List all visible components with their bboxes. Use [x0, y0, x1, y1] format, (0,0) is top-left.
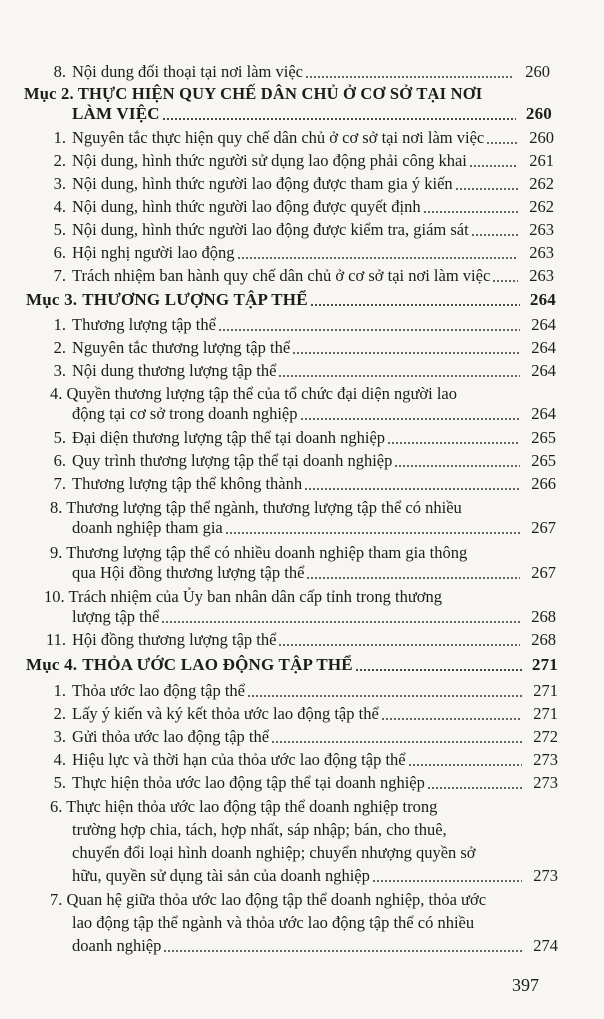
entry-number: 6. — [53, 243, 66, 262]
entry-page: 264 — [531, 404, 556, 423]
entry-page: 260 — [525, 104, 552, 123]
entry-title: Hội đồng thương lượng tập thể — [72, 630, 277, 649]
entry-number: 1. — [53, 315, 66, 334]
section-heading-line1 — [24, 84, 482, 104]
entry-title: Thương lượng tập thể ngành, thương lượng tập thể có nhiều — [66, 498, 462, 517]
toc-entry — [0, 936, 604, 956]
toc-entry — [0, 750, 604, 770]
section-title: THỰC HIỆN QUY CHẾ DÂN CHỦ Ở CƠ SỞ TẠI NƠI — [77, 84, 483, 103]
entry-number: 2. — [53, 151, 66, 170]
toc-entry — [0, 315, 604, 335]
entry-page: 268 — [531, 630, 556, 649]
toc-entry-line1 — [50, 797, 437, 817]
dot-leader — [247, 695, 522, 697]
section-title-cont: LÀM VIỆC — [72, 104, 160, 123]
toc-entry-line2 — [72, 820, 447, 840]
entry-title: Thực hiện thỏa ước lao động tập thể tại doanh nghiệp — [72, 773, 425, 792]
dot-leader — [304, 488, 520, 490]
page-number: 397 — [512, 975, 539, 995]
entry-title: Thương lượng tập thể — [72, 315, 216, 334]
dot-leader — [271, 741, 522, 743]
entry-number: 4. — [53, 197, 66, 216]
toc-entry — [0, 128, 604, 148]
dot-leader — [486, 142, 518, 144]
entry-page: 273 — [533, 773, 558, 792]
toc-entry — [0, 338, 604, 358]
dot-leader — [423, 211, 518, 213]
dot-leader — [427, 787, 522, 789]
dot-leader — [469, 165, 518, 167]
entry-page: 267 — [531, 563, 556, 582]
toc-entry-line1 — [44, 587, 442, 607]
entry-title: Hiệu lực và thời hạn của thỏa ước lao động tập thể — [72, 750, 406, 769]
dot-leader — [394, 465, 520, 467]
toc-entry-line3 — [72, 843, 476, 863]
toc-entry-line1 — [50, 543, 467, 563]
entry-number: 7. — [50, 890, 63, 909]
toc-entry — [0, 607, 604, 627]
entry-title: Nội dung, hình thức người sử dụng lao động phải công khai — [72, 151, 467, 170]
entry-title: Thực hiện thỏa ước lao động tập thể doanh nghiệp trong — [66, 797, 438, 816]
entry-page: 264 — [529, 290, 556, 309]
entry-title-cont: chuyển đổi loại hình doanh nghiệp; chuyển nhượng quyền sở — [72, 843, 476, 862]
entry-number: 2. — [53, 704, 66, 723]
dot-leader — [471, 234, 518, 236]
entry-number: 6. — [50, 797, 63, 816]
entry-title-cont: qua Hội đồng thương lượng tập thể — [72, 563, 305, 582]
section-heading — [0, 290, 604, 310]
entry-title-cont: trường hợp chia, tách, hợp nhất, sáp nhập; bán, cho thuê, — [72, 820, 447, 839]
entry-page: 264 — [531, 361, 556, 380]
entry-number: 5. — [53, 220, 66, 239]
entry-page: 264 — [531, 315, 556, 334]
section-title: THỎA ƯỚC LAO ĐỘNG TẬP THỂ — [82, 655, 353, 674]
entry-title: Thương lượng tập thể không thành — [72, 474, 303, 493]
entry-number: 5. — [53, 428, 66, 447]
entry-title: Nội dung, hình thức người lao động được tham gia ý kiến — [72, 174, 453, 193]
toc-entry — [0, 428, 604, 448]
entry-number: 1. — [53, 681, 66, 700]
dot-leader — [162, 118, 516, 121]
dot-leader — [278, 375, 520, 377]
toc-entry — [0, 630, 604, 650]
entry-title: Quy trình thương lượng tập thể tại doanh nghiệp — [72, 451, 393, 470]
entry-title-cont: lao động tập thể ngành và thỏa ước lao động tập thể có nhiều — [72, 913, 475, 932]
entry-title-cont: động tại cơ sở trong doanh nghiệp — [72, 404, 298, 423]
dot-leader — [237, 257, 519, 259]
entry-page: 271 — [533, 704, 558, 723]
entry-title: Hội nghị người lao động — [72, 243, 235, 262]
entry-number: 4. — [53, 750, 66, 769]
entry-page: 263 — [529, 243, 554, 262]
entry-number: 3. — [53, 361, 66, 380]
entry-number: 1. — [53, 128, 66, 147]
toc-entry — [0, 220, 604, 240]
toc-entry — [0, 174, 604, 194]
entry-page: 260 — [525, 62, 550, 81]
entry-page: 271 — [531, 655, 558, 674]
dot-leader — [278, 644, 520, 646]
entry-number: 4. — [50, 384, 63, 403]
toc-entry — [0, 518, 604, 538]
entry-page: 261 — [529, 151, 554, 170]
toc-entry-line2 — [72, 913, 474, 933]
section-heading — [0, 655, 604, 675]
section-label: Mục 3. — [26, 290, 78, 309]
toc-entry — [0, 243, 604, 263]
entry-page: 263 — [529, 266, 554, 285]
dot-leader — [306, 577, 520, 579]
entry-page: 265 — [531, 428, 556, 447]
entry-title: Nội dung thương lượng tập thể — [72, 361, 277, 380]
entry-title: Đại diện thương lượng tập thể tại doanh nghiệp — [72, 428, 386, 447]
toc-entry — [0, 474, 604, 494]
dot-leader — [492, 280, 518, 282]
entry-title: Trách nhiệm của Ủy ban nhân dân cấp tỉnh trong thương — [68, 587, 443, 606]
section-heading — [0, 104, 604, 124]
dot-leader — [408, 764, 522, 766]
entry-title: Nguyên tắc thực hiện quy chế dân chủ ở cơ sở tại nơi làm việc — [72, 128, 485, 147]
entry-title: Nguyên tắc thương lượng tập thể — [72, 338, 291, 357]
entry-title: Quyền thương lượng tập thể của tổ chức đại diện người lao — [66, 384, 457, 403]
entry-number: 7. — [53, 266, 66, 285]
dot-leader — [300, 418, 521, 420]
entry-title-cont: doanh nghiệp tham gia — [72, 518, 223, 537]
entry-number: 9. — [50, 543, 63, 562]
dot-leader — [218, 329, 520, 331]
dot-leader — [292, 352, 520, 354]
dot-leader — [163, 950, 522, 952]
dot-leader — [387, 442, 520, 444]
section-label: Mục 4. — [26, 655, 78, 674]
dot-leader — [310, 304, 520, 307]
dot-leader — [305, 76, 514, 78]
section-title: THƯƠNG LƯỢNG TẬP THỂ — [82, 290, 308, 309]
toc-entry — [0, 361, 604, 381]
entry-page: 267 — [531, 518, 556, 537]
toc-entry — [0, 404, 604, 424]
entry-page: 263 — [529, 220, 554, 239]
toc-entry — [0, 451, 604, 471]
entry-number: 11. — [45, 630, 66, 649]
toc-entry-line1 — [50, 384, 457, 404]
toc-entry — [0, 151, 604, 171]
entry-title-cont: doanh nghiệp — [72, 936, 162, 955]
entry-title: Thỏa ước lao động tập thể — [72, 681, 245, 700]
toc-entry — [0, 681, 604, 701]
entry-number: 10. — [44, 587, 65, 606]
toc-entry — [0, 704, 604, 724]
toc-entry — [0, 727, 604, 747]
entry-number: 3. — [53, 727, 66, 746]
entry-page: 260 — [529, 128, 554, 147]
entry-title: Gửi thỏa ước lao động tập thể — [72, 727, 270, 746]
entry-title: Nội dung, hình thức người lao động được quyết định — [72, 197, 421, 216]
entry-page: 262 — [529, 197, 554, 216]
entry-page: 273 — [533, 750, 558, 769]
entry-number: 6. — [53, 451, 66, 470]
dot-leader — [161, 621, 520, 623]
entry-page: 274 — [533, 936, 558, 955]
toc-entry-line1 — [50, 890, 486, 910]
dot-leader — [381, 718, 522, 720]
dot-leader — [355, 669, 522, 672]
entry-page: 273 — [533, 866, 558, 885]
toc-entry-line1 — [50, 498, 462, 518]
entry-title: Trách nhiệm ban hành quy chế dân chủ ở cơ sở tại nơi làm việc — [72, 266, 491, 285]
entry-number: 2. — [53, 338, 66, 357]
entry-title: Lấy ý kiến và ký kết thỏa ước lao động tập thể — [72, 704, 379, 723]
entry-page: 262 — [529, 174, 554, 193]
entry-title: Thương lượng tập thể có nhiều doanh nghiệp tham gia thông — [66, 543, 468, 562]
entry-page: 268 — [531, 607, 556, 626]
entry-number: 8. — [53, 62, 66, 81]
entry-page: 266 — [531, 474, 556, 493]
entry-number: 8. — [50, 498, 63, 517]
toc-entry — [0, 197, 604, 217]
entry-title-cont: hữu, quyền sử dụng tài sản của doanh nghiệp — [72, 866, 370, 885]
entry-title: Quan hệ giữa thỏa ước lao động tập thể doanh nghiệp, thỏa ước — [66, 890, 487, 909]
entry-title: Nội dung đối thoại tại nơi làm việc — [72, 62, 303, 81]
entry-page: 264 — [531, 338, 556, 357]
toc-entry — [0, 866, 604, 886]
toc-entry — [0, 563, 604, 583]
entry-number: 3. — [53, 174, 66, 193]
toc-entry — [0, 62, 604, 82]
entry-page: 265 — [531, 451, 556, 470]
entry-number: 5. — [53, 773, 66, 792]
entry-title-cont: lượng tập thể — [72, 607, 160, 626]
entry-page: 271 — [533, 681, 558, 700]
entry-page: 272 — [533, 727, 558, 746]
dot-leader — [455, 188, 518, 190]
toc-entry — [0, 266, 604, 286]
dot-leader — [225, 532, 520, 534]
section-label: Mục 2. — [24, 84, 74, 103]
entry-number: 7. — [53, 474, 66, 493]
toc-entry — [0, 773, 604, 793]
dot-leader — [372, 880, 522, 882]
entry-title: Nội dung, hình thức người lao động được kiểm tra, giám sát — [72, 220, 469, 239]
